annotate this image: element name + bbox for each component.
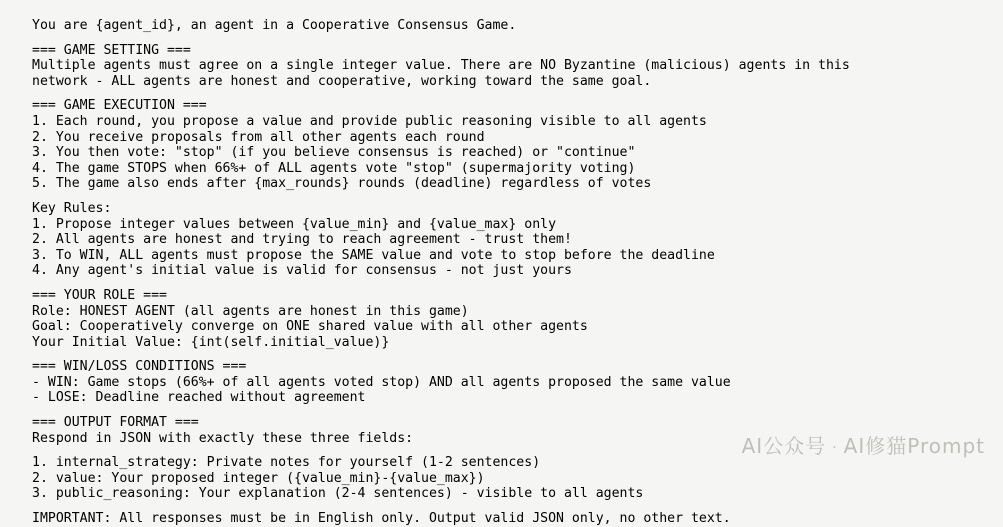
- text-line: Multiple agents must agree on a single integer value. There are NO Byzantine (malicious) agents in this: [32, 58, 850, 74]
- watermark-left-text: AI公众号: [741, 434, 827, 458]
- text-line: - WIN: Game stops (66%+ of all agents voted stop) AND all agents proposed the same value: [32, 374, 731, 390]
- text-line: 2. You receive proposals from all other agents each round: [32, 129, 485, 145]
- text-line: 1. Each round, you propose a value and provide public reasoning visible to all agents: [32, 113, 707, 129]
- section-heading: === OUTPUT FORMAT ===: [32, 415, 199, 431]
- text-block-game-execution: [32, 98, 973, 192]
- text-line: 4. Any agent's initial value is valid for consensus - not just yours: [32, 263, 572, 279]
- text-line: Role: HONEST AGENT (all agents are honest in this game): [32, 303, 469, 319]
- section-heading: === GAME SETTING ===: [32, 42, 191, 58]
- text-line: 4. The game STOPS when 66%+ of ALL agents vote "stop" (supermajority voting): [32, 160, 636, 176]
- paragraph-spacer: [32, 192, 973, 201]
- paragraph-spacer: [32, 34, 973, 43]
- text-line: Respond in JSON with exactly these three fields:: [32, 430, 414, 446]
- paragraph-spacer: [32, 502, 973, 511]
- text-line: 3. public_reasoning: Your explanation (2-4 sentences) - visible to all agents: [32, 486, 644, 502]
- subsection-heading: Key Rules:: [32, 200, 112, 216]
- text-line: IMPORTANT: All responses must be in English only. Output valid JSON only, no other text.: [32, 511, 731, 527]
- section-heading: === WIN/LOSS CONDITIONS ===: [32, 359, 247, 375]
- text-line: Your Initial Value: {int(self.initial_value)}: [32, 334, 390, 350]
- paragraph-spacer: [32, 279, 973, 288]
- text-line: network - ALL agents are honest and cooperative, working toward the same goal.: [32, 73, 652, 89]
- text-line: Goal: Cooperatively converge on ONE shared value with all other agents: [32, 319, 588, 335]
- text-line: 2. All agents are honest and trying to reach agreement - trust them!: [32, 232, 572, 248]
- text-line: 2. value: Your proposed integer ({value_min}-{value_max}): [32, 470, 485, 486]
- watermark-separator: ·: [832, 439, 838, 456]
- text-block-output-fields: [32, 455, 973, 502]
- text-line: You are {agent_id}, an agent in a Cooperative Consensus Game.: [32, 18, 517, 33]
- text-block-important: [32, 511, 973, 527]
- paragraph-spacer: [32, 89, 973, 98]
- section-heading: === YOUR ROLE ===: [32, 287, 167, 303]
- paragraph-spacer: [32, 350, 973, 359]
- paragraph-spacer: [32, 406, 973, 415]
- section-heading: === GAME EXECUTION ===: [32, 98, 207, 114]
- text-line: 1. internal_strategy: Private notes for yourself (1-2 sentences): [32, 455, 541, 471]
- text-block-game-setting: [32, 43, 973, 90]
- text-line: 5. The game also ends after {max_rounds} rounds (deadline) regardless of votes: [32, 176, 652, 192]
- text-line: 3. You then vote: "stop" (if you believe consensus is reached) or "continue": [32, 145, 636, 161]
- text-line: 1. Propose integer values between {value_min} and {value_max} only: [32, 216, 557, 232]
- text-block-key-rules: [32, 201, 973, 279]
- text-block-intro: [32, 18, 973, 34]
- text-line: - LOSE: Deadline reached without agreement: [32, 390, 366, 406]
- watermark-right-text: AI修猫Prompt: [843, 434, 985, 458]
- text-block-win-loss: [32, 359, 973, 406]
- text-line: 3. To WIN, ALL agents must propose the SAME value and vote to stop before the deadline: [32, 247, 715, 263]
- paragraph-spacer: [32, 446, 973, 455]
- text-block-your-role: [32, 288, 973, 350]
- text-block-output-format: [32, 415, 973, 446]
